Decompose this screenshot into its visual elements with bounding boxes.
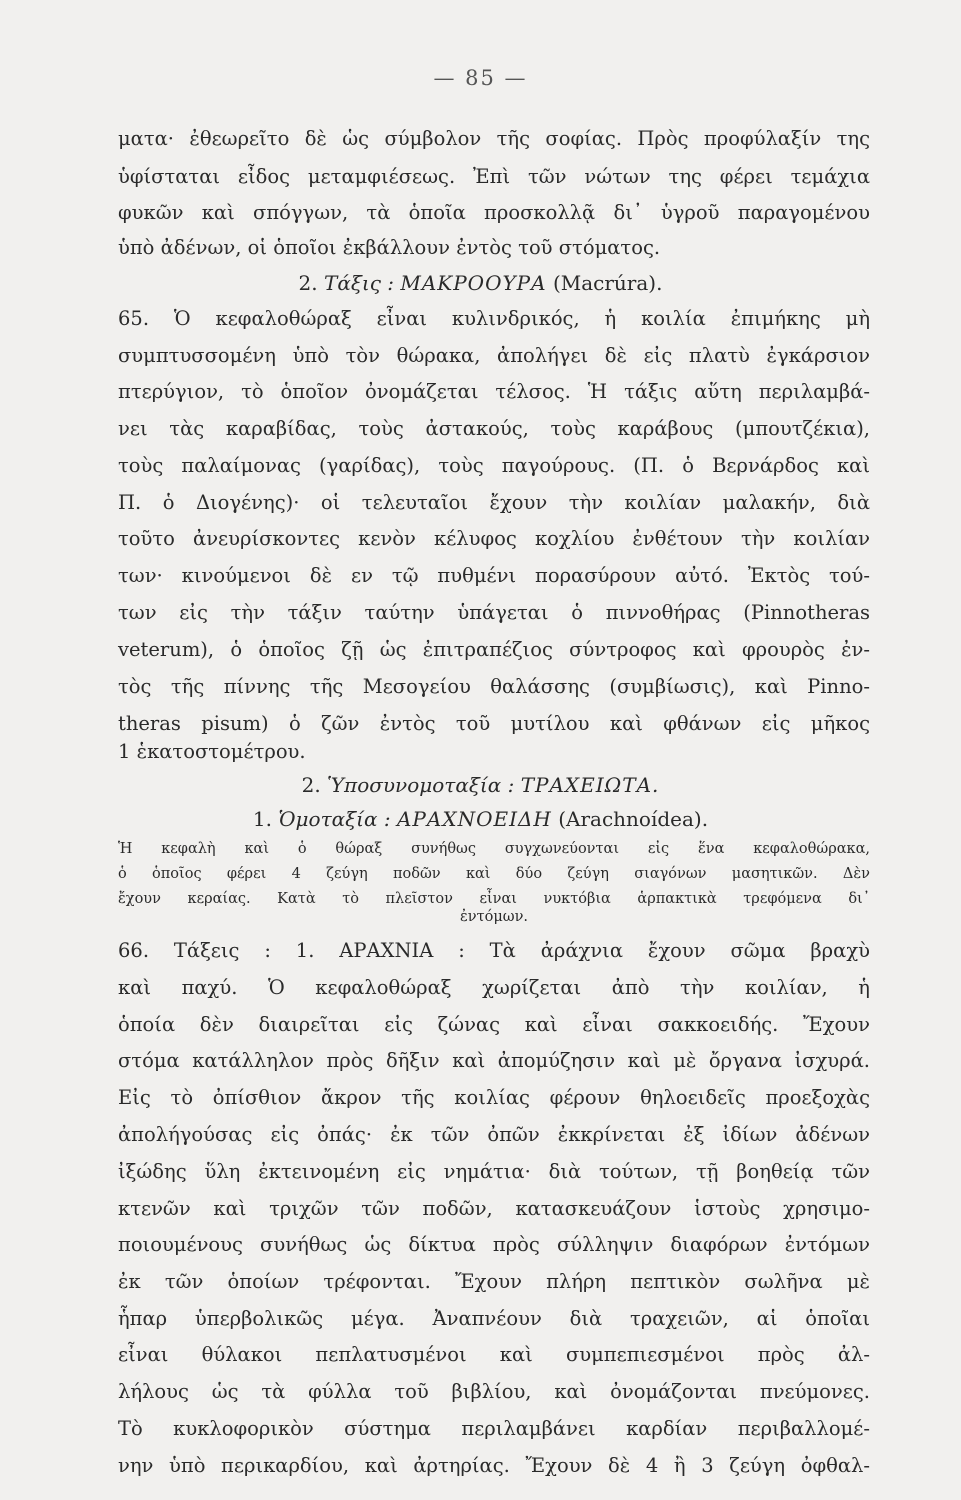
small-print-line: Ἡ κεφαλὴ καὶ ὁ θώραξ συνήθως συγχωνεύονται εἰς ἕνα κεφαλοθώρακα, (118, 841, 870, 857)
small-print-line: ἔχουν κεραίας. Κατὰ τὸ πλεῖστον εἶναι νυκτόβια ἁρπακτικὰ τρεφόμενα δι᾽ (118, 891, 870, 907)
para66-line: ἀπολήγούσας εἰς ὀπάς· ἐκ τῶν ὀπῶν ἐκκρίνεται ἐξ ἰδίων ἀδένων (118, 1123, 870, 1146)
para66-line: λήλους ὡς τὰ φύλλα τοῦ βιβλίου, καὶ ὀνομάζονται πνεύμονες. (118, 1380, 870, 1403)
text-line: ὑπὸ ἀδένων, οἱ ὁποῖοι ἐκβάλλουν ἐντὸς τοῦ στόματος. (118, 236, 661, 259)
heading-name: ΤΡΑΧΕΙΩΤΑ. (520, 773, 660, 797)
para66-line: Εἰς τὸ ὀπίσθιον ἄκρον τῆς κοιλίας φέρουν θηλοειδεῖς προεξοχὰς (118, 1086, 870, 1109)
text-line: ματα· ἐθεωρεῖτο δὲ ὡς σύμβολον τῆς σοφίας. Πρὸς προφύλαξίν της (118, 127, 870, 150)
para66-line: κτενῶν καὶ τριχῶν τῶν ποδῶν, κατασκευάζουν ἱστοὺς χρησιμο- (118, 1197, 870, 1220)
text-line: φυκῶν καὶ σπόγγων, τὰ ὁποῖα προσκολλᾷ δι᾽ ὑγροῦ παραγομένου (118, 201, 870, 224)
section-heading-macrura (0, 268, 961, 298)
heading-name: ΜΑΚΡΟΟΥΡΑ (400, 271, 547, 295)
para65-line: τὸς τῆς πίννης τῆς Μεσογείου θαλάσσης (συμβίωσις), καὶ Pinno- (118, 675, 870, 698)
section-heading-tracheota (0, 770, 961, 800)
para66-line: ἧπαρ ὑπερβολικῶς μέγα. Ἀναπνέουν διὰ τραχειῶν, αἱ ὁποῖαι (118, 1307, 870, 1330)
heading-label: Ὑποσυνομοταξία : (327, 773, 515, 797)
text-line: ὑφίσταται εἶδος μεταμφιέσεως. Ἐπὶ τῶν νώτων της φέρει τεμάχια (118, 165, 870, 188)
page-number: — 85 — (433, 66, 528, 90)
para66-line: Τὸ κυκλοφορικὸν σύστημα περιλαμβάνει καρδίαν περιβαλλομέ- (118, 1417, 870, 1440)
para65-line: συμπτυσσομένη ὑπὸ τὸν θώρακα, ἀπολήγει δὲ εἰς πλατὺ ἐγκάρσιον (118, 344, 870, 367)
para65-line: Π. ὁ Διογένης)· οἱ τελευταῖοι ἔχουν τὴν κοιλίαν μαλακήν, διὰ (118, 491, 870, 514)
heading-number: 2. (298, 271, 318, 295)
heading-name: ΑΡΑΧΝΟΕΙΔΗ (396, 807, 552, 831)
para66-line: ποιουμένους συνήθως ὡς δίκτυα πρὸς σύλληψιν διαφόρων ἐντόμων (118, 1233, 870, 1256)
heading-label: Ὁμοταξία : (278, 807, 391, 831)
para66-line: ὁποία δὲν διαιρεῖται εἰς ζώνας καὶ εἶναι σακκοειδής. Ἔχουν (118, 1013, 870, 1036)
para65-line: των· κινούμενοι δὲ εν τῷ πυθμένι πορασύρουν αὐτό. Ἐκτὸς τού- (118, 564, 870, 587)
para65-line: veterum), ὁ ὁποῖος ζῇ ὡς ἐπιτραπέζιος σύντροφος καὶ φρουρὸς ἐν- (118, 638, 870, 661)
heading-latin: (Macrúra). (552, 271, 663, 295)
heading-number: 2. (301, 773, 321, 797)
heading-number: 1. (252, 807, 272, 831)
para66-line: νην ὑπὸ περικαρδίου, καὶ ἀρτηρίας. Ἔχουν δὲ 4 ἢ 3 ζεύγη ὀφθαλ- (118, 1454, 870, 1477)
para65-line: των εἰς τὴν τάξιν ταύτην ὑπάγεται ὁ πιννοθήρας (Pinnotheras (118, 601, 870, 624)
para66-line: εἶναι θύλακοι πεπλατυσμένοι καὶ συμπεπιεσμένοι πρὸς ἀλ- (118, 1343, 870, 1366)
para66-line: ἐκ τῶν ὁποίων τρέφονται. Ἔχουν πλήρη πεπτικὸν σωλῆνα μὲ (118, 1270, 870, 1293)
para65-line: 1 ἑκατοστομέτρου. (118, 740, 306, 763)
para65-line: νει τὰς καραβίδας, τοὺς ἀστακούς, τοὺς καράβους (μπουτζέκια), (118, 417, 870, 440)
para65-line: 65. Ὁ κεφαλοθώραξ εἶναι κυλινδρικός, ἡ κοιλία ἐπιμήκης μὴ (118, 307, 870, 330)
para66-line: 66. Τάξεις : 1. ΑΡΑΧΝΙΑ : Τὰ ἀράχνια ἔχουν σῶμα βραχὺ (118, 939, 870, 962)
section-heading-arachnoidea (0, 804, 961, 834)
para65-line: τοὺς παλαίμονας (γαρίδας), τοὺς παγούρους. (Π. ὁ Βερνάρδος καὶ (118, 454, 870, 477)
para66-line: καὶ παχύ. Ὁ κεφαλοθώραξ χωρίζεται ἀπὸ τὴν κοιλίαν, ἡ (118, 976, 870, 999)
small-print-line: ἐντόμων. (459, 909, 529, 925)
small-print-line: ὁ ὁποῖος φέρει 4 ζεύγη ποδῶν καὶ δύο ζεύγη σιαγόνων μασητικῶν. Δὲν (118, 866, 870, 882)
para65-line: theras pisum) ὁ ζῶν ἐντὸς τοῦ μυτίλου καὶ φθάνων εἰς μῆκος (118, 712, 870, 735)
para65-line: τοῦτο ἀνευρίσκοντες κενὸν κέλυφος κοχλίου ἐνθέτουν τὴν κοιλίαν (118, 527, 870, 550)
heading-label: Τάξις : (324, 271, 394, 295)
para66-line: στόμα κατάλληλον πρὸς δῆξιν καὶ ἀπομύζησιν καὶ μὲ ὄργανα ἰσχυρά. (118, 1049, 870, 1072)
para65-line: πτερύγιον, τὸ ὁποῖον ὀνομάζεται τέλσος. Ἡ τάξις αὕτη περιλαμβά- (118, 380, 870, 403)
para66-line: ἰξώδης ὕλη ἐκτεινομένη εἰς νημάτια· διὰ τούτων, τῇ βοηθείᾳ τῶν (118, 1160, 870, 1183)
heading-latin: (Arachnoídea). (558, 807, 709, 831)
